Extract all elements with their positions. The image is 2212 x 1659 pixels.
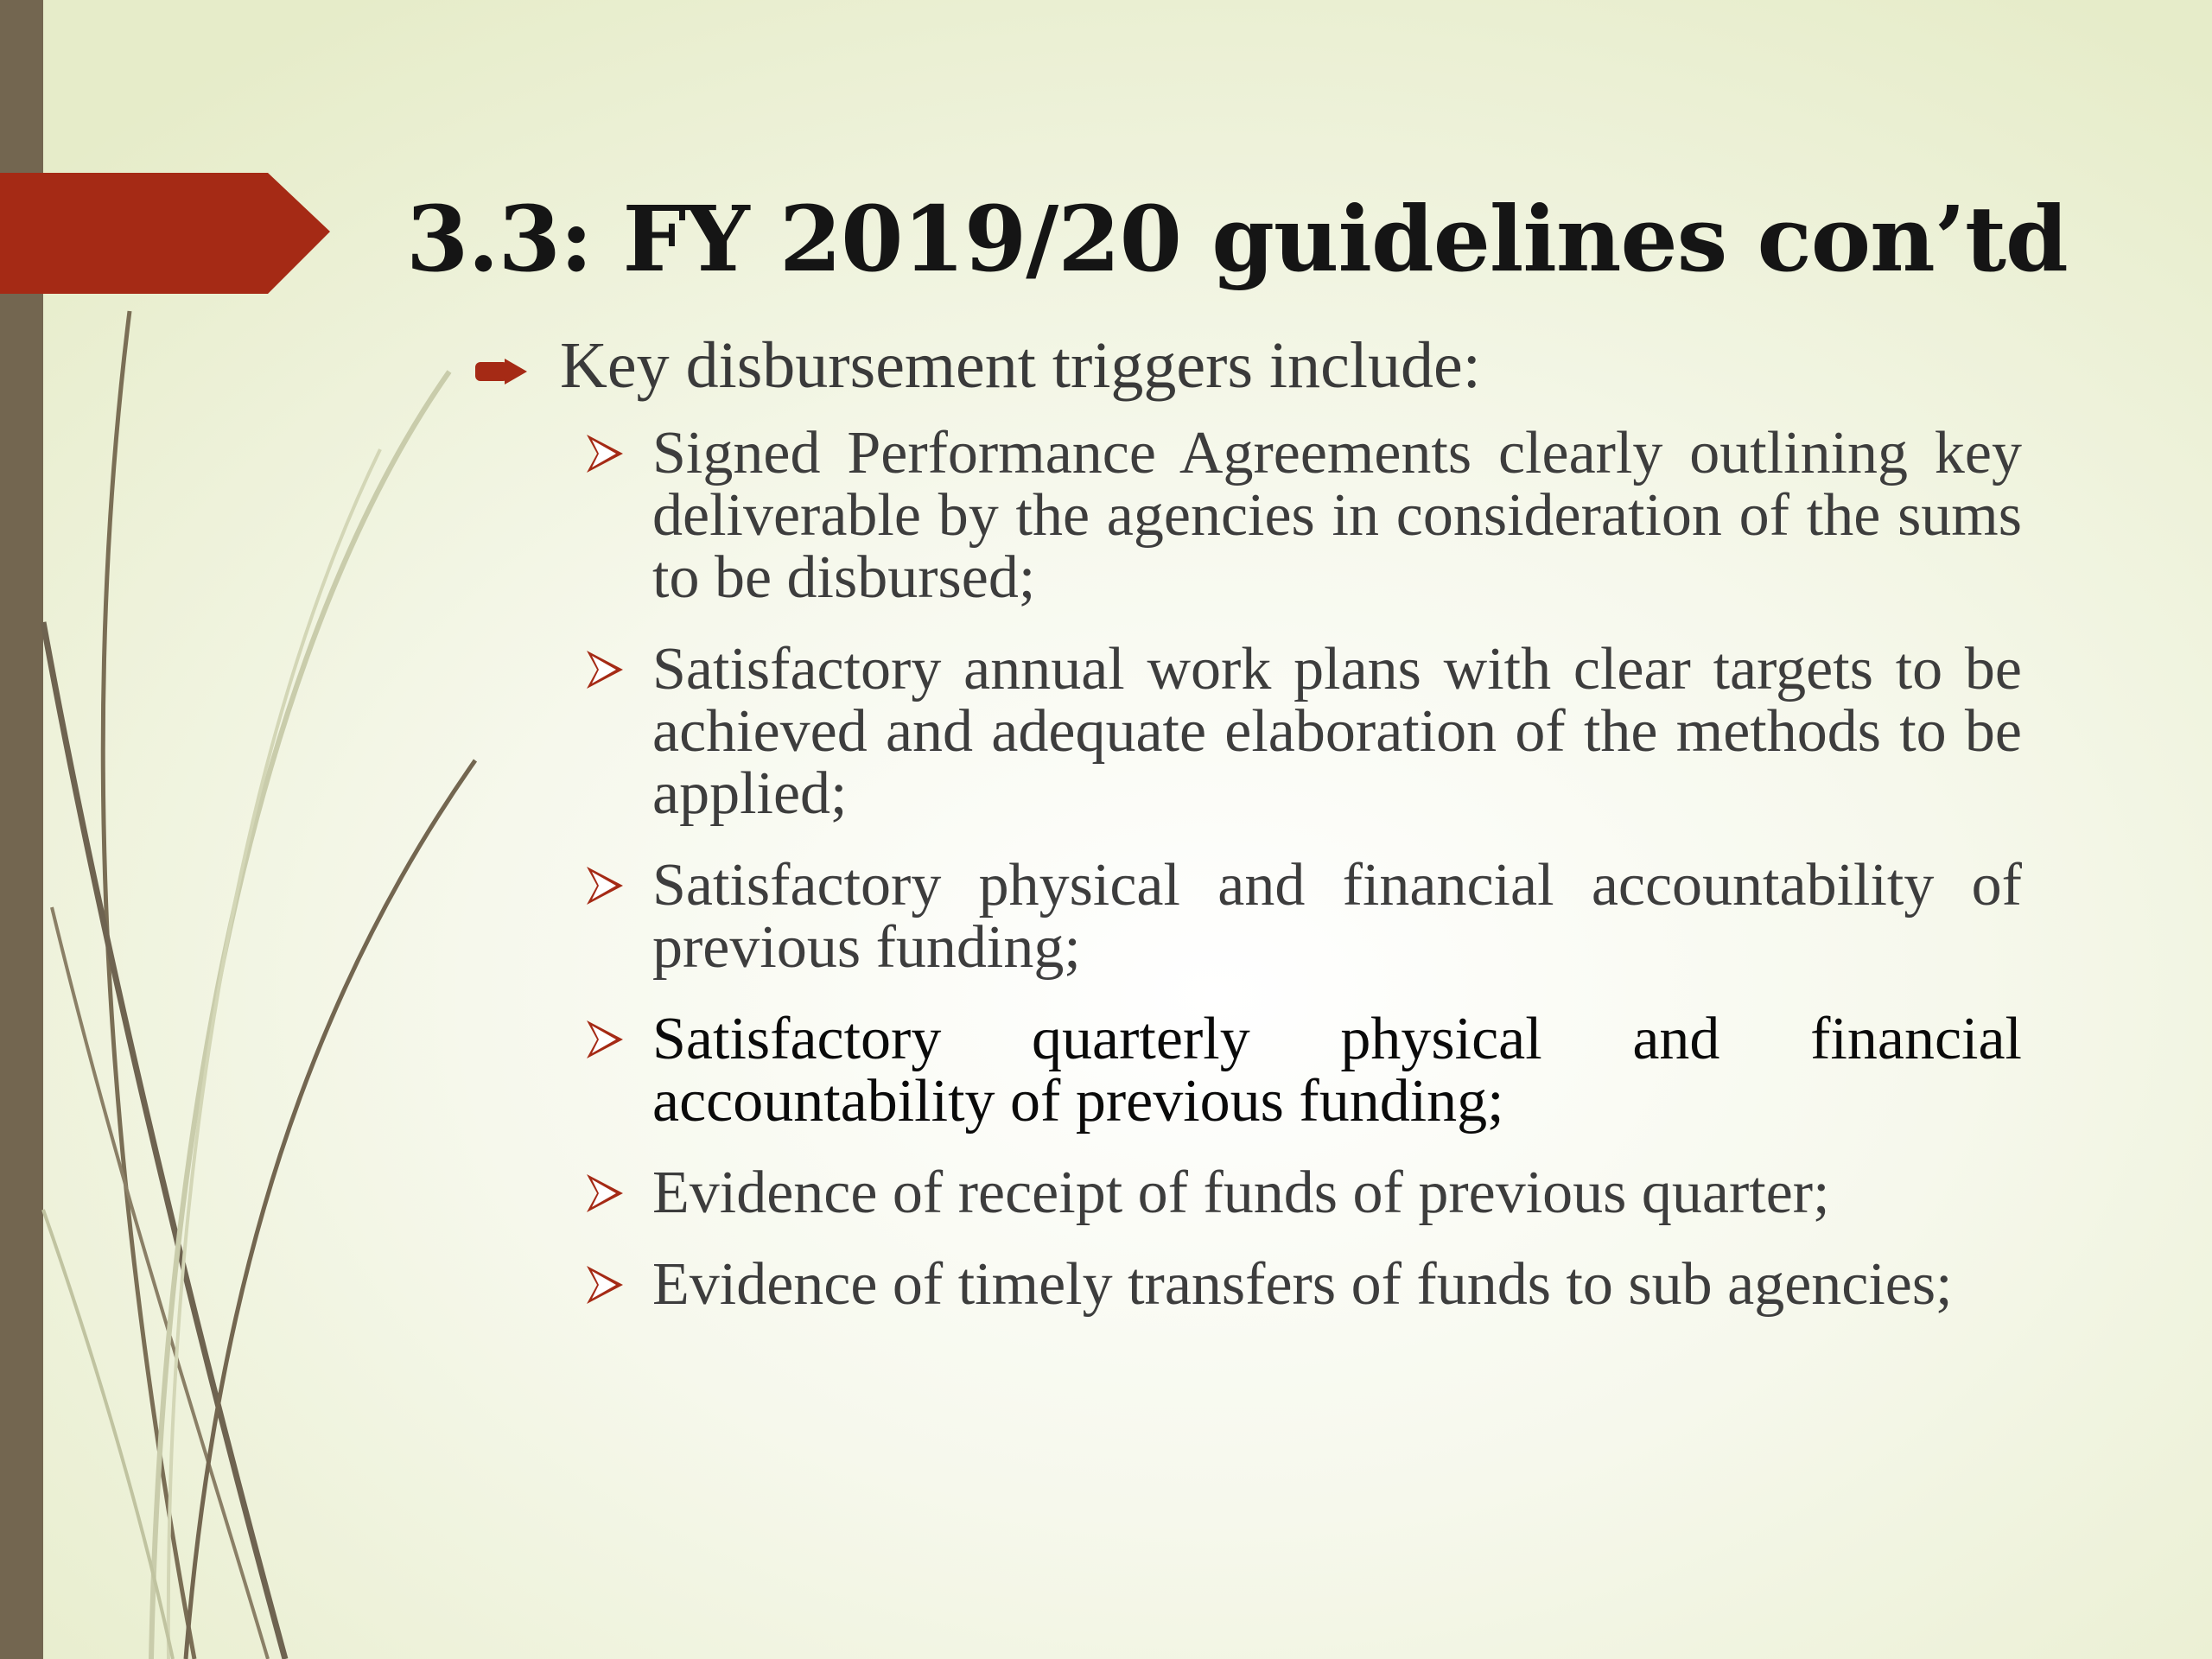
chevron-arrow-icon — [585, 649, 625, 690]
sub-bullet-text: Satisfactory quarterly physical and financial accountability of previous funding; — [652, 1006, 2022, 1135]
chevron-arrow-icon — [585, 433, 625, 474]
sub-bullet-text: Satisfactory physical and financial accountability of previous funding; — [652, 852, 2022, 981]
chevron-arrow-icon — [585, 1264, 625, 1306]
sub-bullet-item — [652, 420, 2022, 611]
arrow-bullet-icon — [475, 359, 527, 385]
chevron-arrow-icon — [585, 865, 625, 906]
slide-content — [475, 329, 2022, 1345]
sub-bullet-item — [652, 1162, 2022, 1224]
sub-bullet-list — [652, 420, 2022, 1318]
sub-bullet-text: Signed Performance Agreements clearly outlining key deliverable by the agencies in consideration of the sums to be disbursed; — [652, 420, 2022, 611]
sub-bullet-text: Evidence of timely transfers of funds to sub agencies; — [652, 1251, 1953, 1318]
main-bullet-item — [475, 329, 2022, 402]
slide-title: 3.3: FY 2019/20 guidelines con’td — [406, 186, 2068, 292]
sub-bullet-text: Satisfactory annual work plans with clear targets to be achieved and adequate elaboration of the methods to be applied; — [652, 636, 2022, 827]
main-bullet-text: Key disbursement triggers include: — [560, 329, 1481, 402]
sub-bullet-item — [652, 1251, 2022, 1318]
sub-bullet-text: Evidence of receipt of funds of previous quarter; — [652, 1160, 1830, 1226]
chevron-arrow-icon — [585, 1173, 625, 1214]
sub-bullet-item — [652, 852, 2022, 981]
sub-bullet-item — [652, 636, 2022, 827]
chevron-arrow-icon — [585, 1019, 625, 1060]
sub-bullet-item — [652, 1008, 2022, 1133]
